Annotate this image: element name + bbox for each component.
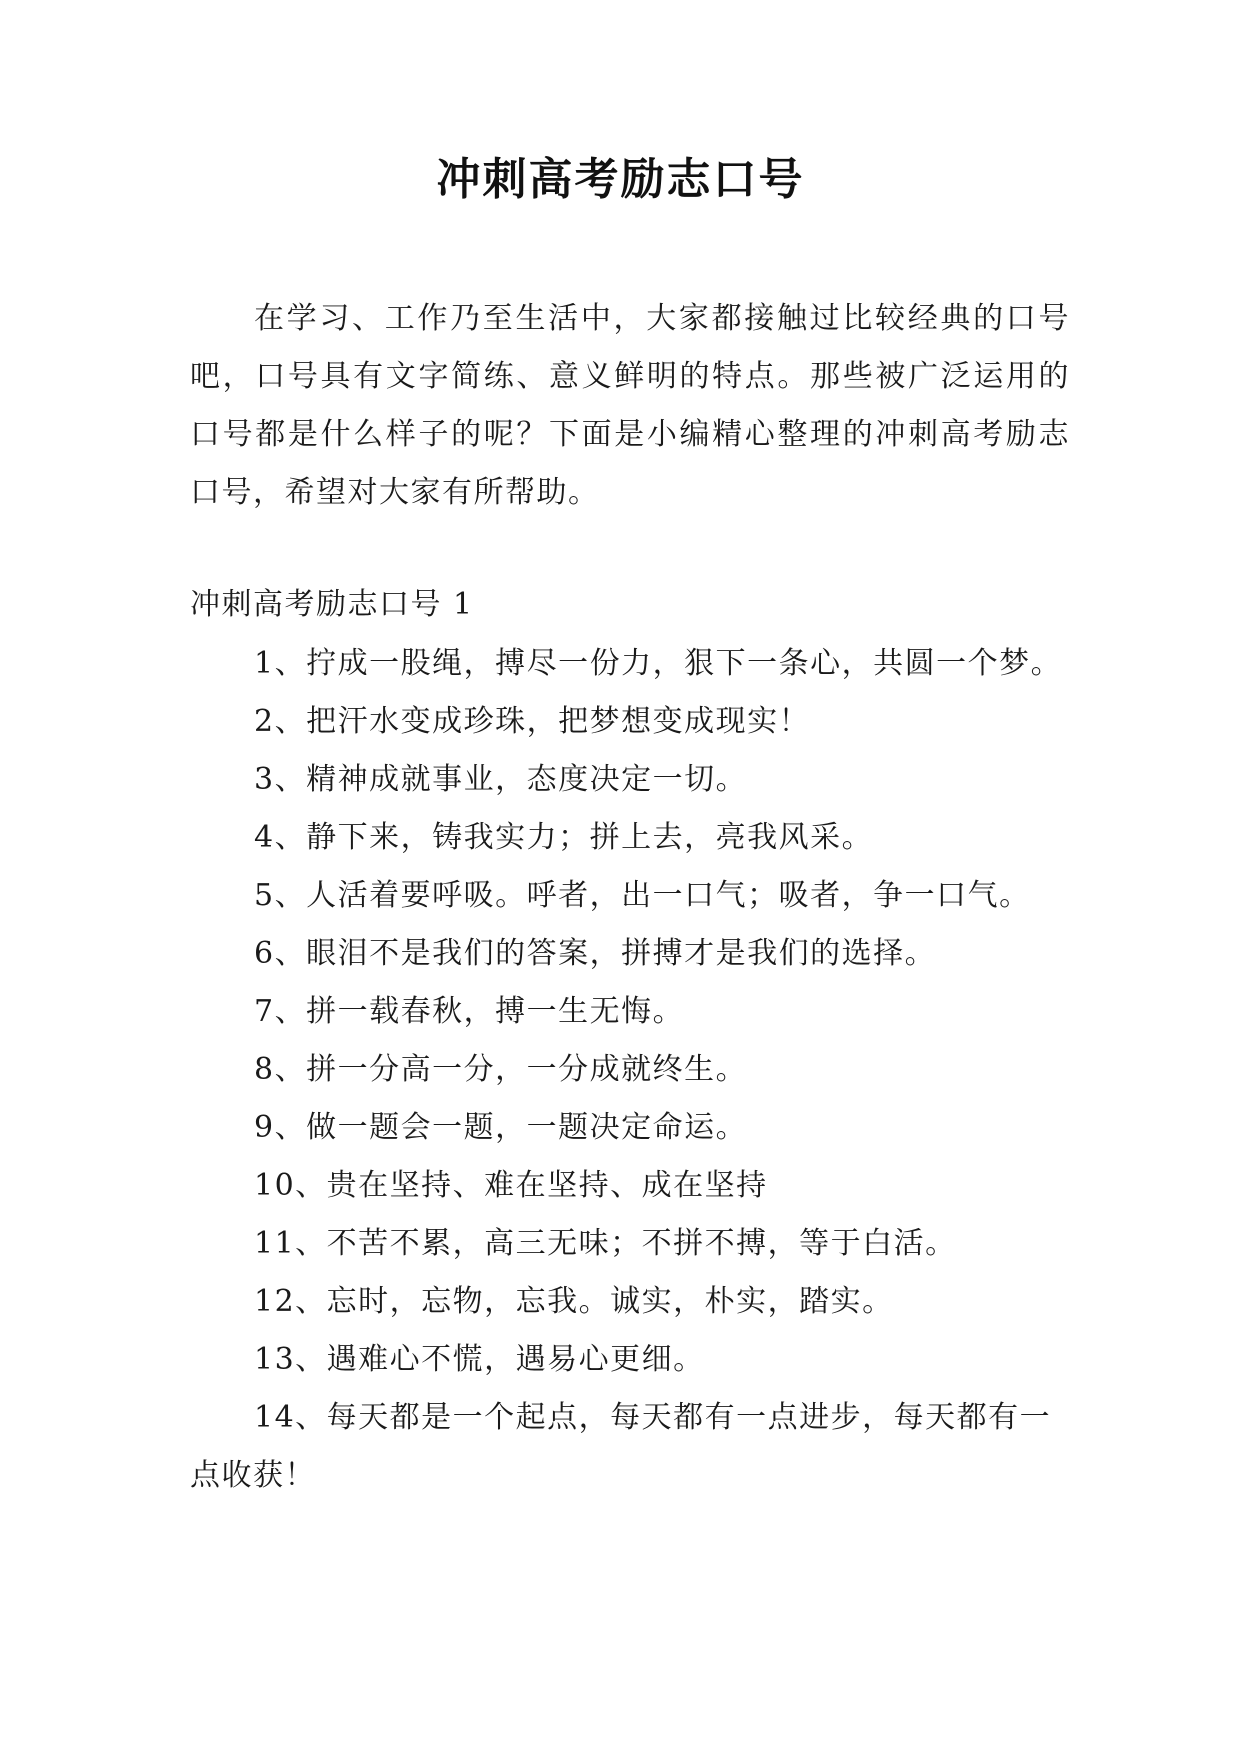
document-body <box>190 290 1070 1505</box>
slogan-item: 5、人活着要呼吸。呼者，出一口气；吸者，争一口气。 <box>254 878 1031 913</box>
slogan-item: 14、每天都是一个起点，每天都有一点进步，每天都有一点收获！ <box>190 1400 1052 1493</box>
slogan-item: 2、把汗水变成珍珠，把梦想变成现实！ <box>254 704 811 739</box>
slogan-item: 9、做一题会一题，一题决定命运。 <box>254 1110 748 1145</box>
slogan-item: 4、静下来，铸我实力；拼上去，亮我风采。 <box>254 820 874 855</box>
slogan-item: 12、忘时，忘物，忘我。诚实，朴实，踏实。 <box>254 1284 894 1319</box>
slogan-item: 7、拼一载春秋，搏一生无悔。 <box>254 994 685 1029</box>
document-title: 冲刺高考励志口号 <box>436 154 805 205</box>
slogan-list <box>190 635 1070 1505</box>
slogan-item: 10、贵在坚持、难在坚持、成在坚持 <box>254 1168 768 1203</box>
slogan-item: 13、遇难心不慌，遇易心更细。 <box>254 1342 705 1377</box>
slogan-item: 8、拼一分高一分，一分成就终生。 <box>254 1052 748 1087</box>
slogan-item: 3、精神成就事业，态度决定一切。 <box>254 762 748 797</box>
intro-paragraph: 在学习、工作乃至生活中，大家都接触过比较经典的口号吧，口号具有文字简练、意义鲜明的特点。那些被广泛运用的口号都是什么样子的呢？下面是小编精心整理的冲刺高考励志口号，希望对大家有所帮助。 <box>190 301 1070 510</box>
slogan-item: 6、眼泪不是我们的答案，拼搏才是我们的选择。 <box>254 936 937 971</box>
section-heading: 冲刺高考励志口号 1 <box>190 587 474 622</box>
slogan-item: 1、拧成一股绳，搏尽一份力，狠下一条心，共圆一个梦。 <box>254 646 1063 681</box>
slogan-item: 11、不苦不累，高三无味；不拼不搏，等于白活。 <box>254 1226 957 1261</box>
